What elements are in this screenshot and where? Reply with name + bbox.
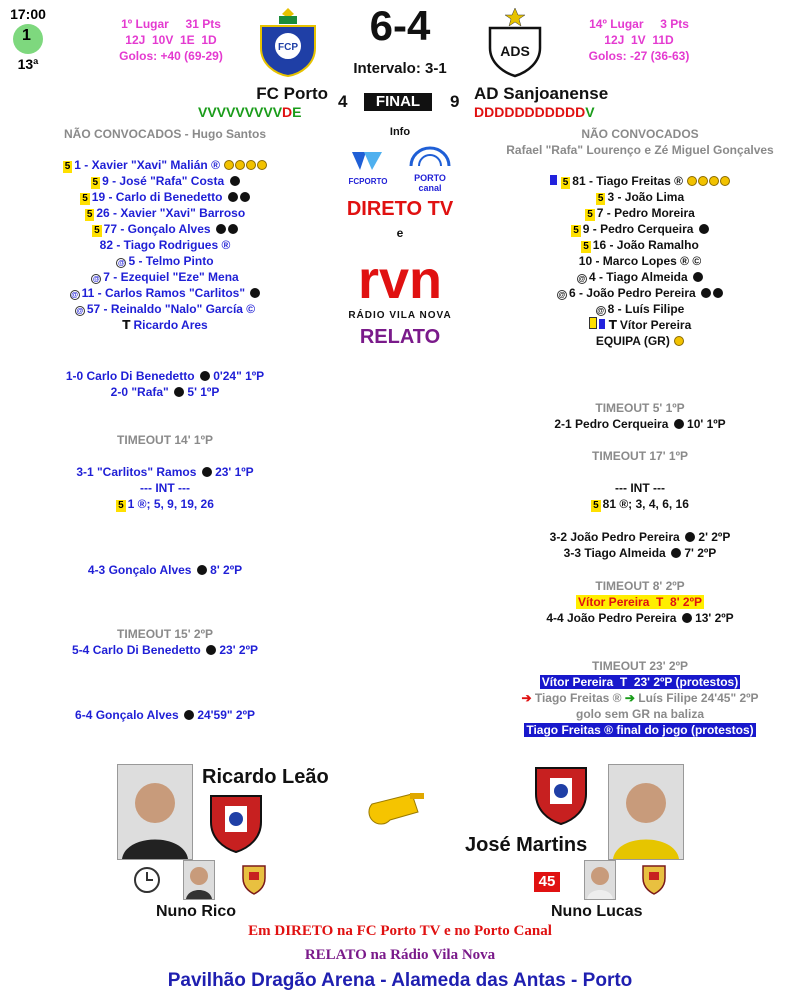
away-nc-label: NÃO CONVOCADOS [581,127,699,141]
timekeeper-photo [183,860,215,900]
home-stats [82,16,260,64]
away-roster [500,173,780,349]
away-interval: --- INT --- [615,481,665,495]
event-time: 10' 1ºP [683,417,726,431]
roster-row[interactable] [30,205,300,221]
goal-ball-icon [685,532,695,542]
gold-medal-icon [224,160,234,170]
broadcast-tv-note: Em DIRETO na FC Porto TV e no Porto Canal [248,923,552,939]
city-crest-icon [640,862,668,896]
event-time: 8' 2ºP [206,563,243,577]
home-form-wins: VVVVVVVVV [198,104,283,120]
home-not-called-up [40,126,290,142]
card-badge: 5 [82,193,88,204]
scorer-photo [584,860,616,900]
player-name: 8 - Luís Filipe [607,302,685,316]
card-badge: 5 [94,225,100,236]
shot-clock-badge: 45 [534,872,560,892]
roster-row[interactable] [30,253,300,269]
event-text: Tiago Freitas ® [534,691,625,705]
away-event [500,545,780,561]
event-time: 24'59" 2ºP [193,708,255,722]
player-name: 7 - Ezequiel "Eze" Mena [103,270,239,284]
home-timeout: TIMEOUT 15' 2ºP [117,627,213,641]
kickoff-time: 17:00 [10,6,46,22]
person-icon [585,861,615,899]
coach-icon: T [608,318,617,332]
home-event [30,642,300,658]
roster-row[interactable] [30,269,300,285]
player-name: 26 - Xavier "Xavi" Barroso [96,206,246,220]
home-team-name[interactable]: FC Porto [256,84,328,103]
roster-row[interactable] [500,189,780,205]
player-name: 82 - Tiago Rodrigues ® [99,238,231,252]
event-time: 23' 2ºP [216,643,258,657]
tv-icon [346,150,390,172]
sub-icon: @ [578,276,586,283]
card-badge: 5 [86,209,93,220]
away-coach-card-event [500,594,780,610]
final-score: 6-4 [369,2,431,49]
event-text: 3-2 João Pedro Pereira [549,530,684,544]
event-text: 1-0 Carlo Di Benedetto [65,369,198,383]
sub-icon: @ [118,260,125,267]
away-not-called-up [480,126,800,158]
broadcast-radio-note: RELATO na Rádio Vila Nova [304,947,496,963]
goal-ball-icon [230,176,240,186]
home-event [30,464,300,480]
info-label[interactable]: Info [389,126,411,138]
round-number: 1 [22,27,31,44]
event-text: Vítor Pereira T 23' 2ºP (protestos) [541,675,739,689]
event-time: 13' 2ºP [691,611,734,625]
goal-ball-icon [228,224,238,234]
away-rank: 14º Lugar 3 Pts [589,17,689,31]
away-timeout: TIMEOUT 8' 2ºP [595,579,685,593]
roster-row[interactable] [30,173,300,189]
blue-card-icon [550,175,557,185]
card-badge: 5 [562,177,569,188]
roster-row[interactable] [30,189,300,205]
referee-association-crest [530,764,592,826]
home-form-draw: E [292,104,302,120]
event-time: 2' 2ºP [695,530,731,544]
card-badge: 5 [597,193,604,204]
goal-ball-icon [184,710,194,720]
roster-row[interactable] [500,285,780,301]
match-status-badge: FINAL [364,93,432,111]
player-name: 4 - Tiago Almeida [588,270,688,284]
home-event [30,707,300,723]
away-timeout: TIMEOUT 17' 1ºP [592,449,688,463]
away-record: 12J 1V 11D [604,33,674,47]
card-badge: 5 [593,500,599,511]
arch-icon [405,146,455,168]
roster-row[interactable] [30,301,300,317]
blue-card-icon [599,319,605,329]
event-time: 0'24" 1ºP [209,369,265,383]
referee1-photo [117,764,193,860]
home-event [30,384,300,400]
whistle-icon [366,790,442,836]
goal-ball-icon [206,645,216,655]
away-form [474,104,595,120]
radio-name: RÁDIO VILA NOVA [348,310,452,321]
away-form-win: V [585,104,595,120]
event-text: 6-4 Gonçalo Alves [75,708,182,722]
referee-association-crest [205,792,267,854]
player-name: 9 - Pedro Cerqueira [582,222,694,236]
goal-ball-icon [682,613,692,623]
gold-medal-icon [698,176,708,186]
away-timeout: TIMEOUT 23' 2ºP [592,659,688,673]
timekeeper-name: Nuno Rico [156,903,236,920]
canal-logo-label: PORTO canal [414,173,446,193]
svg-text:ADS: ADS [500,43,530,59]
home-event [30,562,300,578]
event-text: 3-1 "Carlitos" Ramos [76,465,200,479]
roster-row[interactable] [30,317,300,333]
halftime-score: Intervalo: 3-1 [353,60,447,77]
sub-in-arrow-icon: ➔ [624,691,635,705]
goal-ball-icon [240,192,250,202]
sub-icon: @ [92,276,100,283]
roster-row[interactable] [500,333,780,349]
home-event [30,368,300,384]
home-nc-label: NÃO CONVOCADOS [63,127,182,141]
roster-row[interactable] [500,269,780,285]
clock-icon [133,866,161,894]
away-timeout: TIMEOUT 5' 1ºP [595,401,685,415]
event-text: Tiago Freitas ® final do jogo (protestos) [526,723,754,737]
referee2-name: José Martins [465,834,588,856]
card-badge: 5 [573,225,579,236]
goal-ball-icon [250,288,260,298]
away-final-event [500,722,780,738]
away-goals: 9 [450,92,460,111]
event-time: 23' 1ºP [211,465,254,479]
goal-ball-icon [174,387,184,397]
event-text: Vítor Pereira T 8' 2ºP [578,595,702,609]
yellow-card-icon [589,317,597,329]
roster-row[interactable] [500,253,780,269]
home-form-loss: D [282,104,293,120]
event-time: 7' 2ºP [681,546,717,560]
roster-row[interactable] [500,237,780,253]
home-record: 12J 10V 1E 1D [125,33,217,47]
gold-medal-icon [709,176,719,186]
goal-ball-icon [200,371,210,381]
away-coach-card-event [500,674,780,690]
goal-ball-icon [693,272,703,282]
player-name: 57 - Reinaldo "Nalo" García © [86,302,256,316]
home-goals-diff: Golos: +40 (69-29) [119,49,223,63]
sub-icon: @ [71,292,79,299]
referee2-photo [608,764,684,860]
home-roster [30,157,300,333]
event-text: 4-3 Gonçalo Alves [87,563,195,577]
goal-ball-icon [202,467,212,477]
home-timeout: TIMEOUT 14' 1ºP [117,433,213,447]
away-goals-diff: Golos: -27 (36-63) [588,49,690,63]
player-name: 9 - José "Rafa" Costa [102,174,225,188]
svg-text:FCP: FCP [278,42,298,53]
event-time: 5' 1ºP [184,385,220,399]
sub-icon: @ [597,308,605,315]
away-nc-names: Rafael "Rafa" Lourenço e Zé Miguel Gonçalves [506,143,774,157]
goal-ball-icon [701,288,711,298]
roster-row[interactable] [500,221,780,237]
player-name: 3 - João Lima [607,190,685,204]
card-badge: 5 [64,161,71,172]
sub-out-arrow-icon: ➔ [521,691,532,705]
roster-row[interactable] [500,205,780,221]
goal-ball-icon [699,224,709,234]
gold-medal-icon [235,160,245,170]
event-text: 81 ®; 3, 4, 6, 16 [602,497,689,511]
gold-medal-icon [246,160,256,170]
event-text: 5-4 Carlo Di Benedetto [72,643,205,657]
tv-logo-label: FCPORTO [348,177,388,186]
coach-icon: T [122,318,131,332]
goal-ball-icon [713,288,723,298]
home-goals: 4 [338,92,348,111]
player-name: 6 - João Pedro Pereira [568,286,696,300]
card-badge: 5 [92,177,99,188]
gold-medal-icon [674,336,684,346]
roster-row[interactable] [500,173,780,189]
away-form-losses: DDDDDDDDDDD [474,104,586,120]
player-name: 19 - Carlo di Benedetto [91,190,223,204]
roster-row[interactable] [30,237,300,253]
home-interval: --- INT --- [140,481,190,495]
roster-row[interactable] [30,157,300,173]
ad-sanjoanense-crest [482,6,548,78]
svg-text:rvn: rvn [357,250,443,306]
venue-line: Pavilhão Dragão Arena - Alameda das Antas - Porto [167,970,633,991]
gold-medal-icon [720,176,730,186]
event-time: Luís Filipe 24'45" 2ºP [634,691,759,705]
roster-row[interactable] [30,285,300,301]
porto-canal-logo[interactable] [405,146,455,193]
roster-row[interactable] [500,301,780,317]
fc-porto-tv-logo[interactable] [346,150,390,184]
player-name: EQUIPA (GR) [595,334,670,348]
home-lineup-restart [30,496,300,512]
relato-label: RELATO [359,326,441,348]
away-substitution-event [490,690,790,706]
penalty-goal-icon [216,224,226,234]
direto-tv-label: DIRETO TV [346,198,454,220]
goal-ball-icon [671,548,681,558]
referee1-name: Ricardo Leão [202,766,329,788]
penalty-goal-icon [197,565,207,575]
roster-row[interactable] [500,317,780,333]
away-event [500,416,780,432]
roster-row[interactable] [30,221,300,237]
event-text: 1 ®; 5, 9, 19, 26 [127,497,214,511]
event-text: 2-1 Pedro Cerqueira [554,417,672,431]
goal-ball-icon [674,419,684,429]
coach-name: Ricardo Ares [133,318,208,332]
away-team-name[interactable]: AD Sanjoanense [474,84,609,103]
round-label: 13ª [17,56,39,72]
away-event [500,529,780,545]
player-name: 10 - Marco Lopes ® © [578,254,702,268]
home-rank: 1º Lugar 31 Pts [121,17,221,31]
rvn-logo[interactable] [340,248,460,306]
coach-name: Vítor Pereira [619,318,692,332]
away-event [500,610,780,626]
person-icon [184,861,214,899]
kickoff-block [6,6,50,72]
goal-ball-icon [228,192,238,202]
home-nc-names: - Hugo Santos [181,127,266,141]
sub-icon: @ [76,308,84,315]
gold-medal-icon [687,176,697,186]
player-name: 16 - João Ramalho [592,238,699,252]
away-note: golo sem GR na baliza [575,707,705,721]
event-text: 3-3 Tiago Almeida [563,546,670,560]
player-name: 11 - Carlos Ramos "Carlitos" [81,286,246,300]
away-lineup-restart [500,496,780,512]
home-form [198,104,302,120]
player-name: 5 - Telmo Pinto [128,254,214,268]
gold-medal-icon [257,160,267,170]
fc-porto-crest [255,6,321,78]
player-name: 77 - Gonçalo Alves [103,222,211,236]
card-badge: 5 [587,209,593,220]
card-badge: 5 [583,241,589,252]
event-text: 2-0 "Rafa" [110,385,173,399]
away-stats [550,16,728,64]
card-badge: 5 [118,500,124,511]
city-crest-icon [240,862,268,896]
player-name: 1 - Xavier "Xavi" Malián ® [74,158,220,172]
and-label: e [396,226,404,240]
player-name: 81 - Tiago Freitas ® [572,174,683,188]
person-icon [118,765,192,859]
sub-icon: @ [558,292,566,299]
event-text: 4-4 João Pedro Pereira [546,611,680,625]
player-name: 7 - Pedro Moreira [596,206,695,220]
round-badge [13,24,43,54]
person-icon [609,765,683,859]
scorer-name: Nuno Lucas [551,903,643,920]
